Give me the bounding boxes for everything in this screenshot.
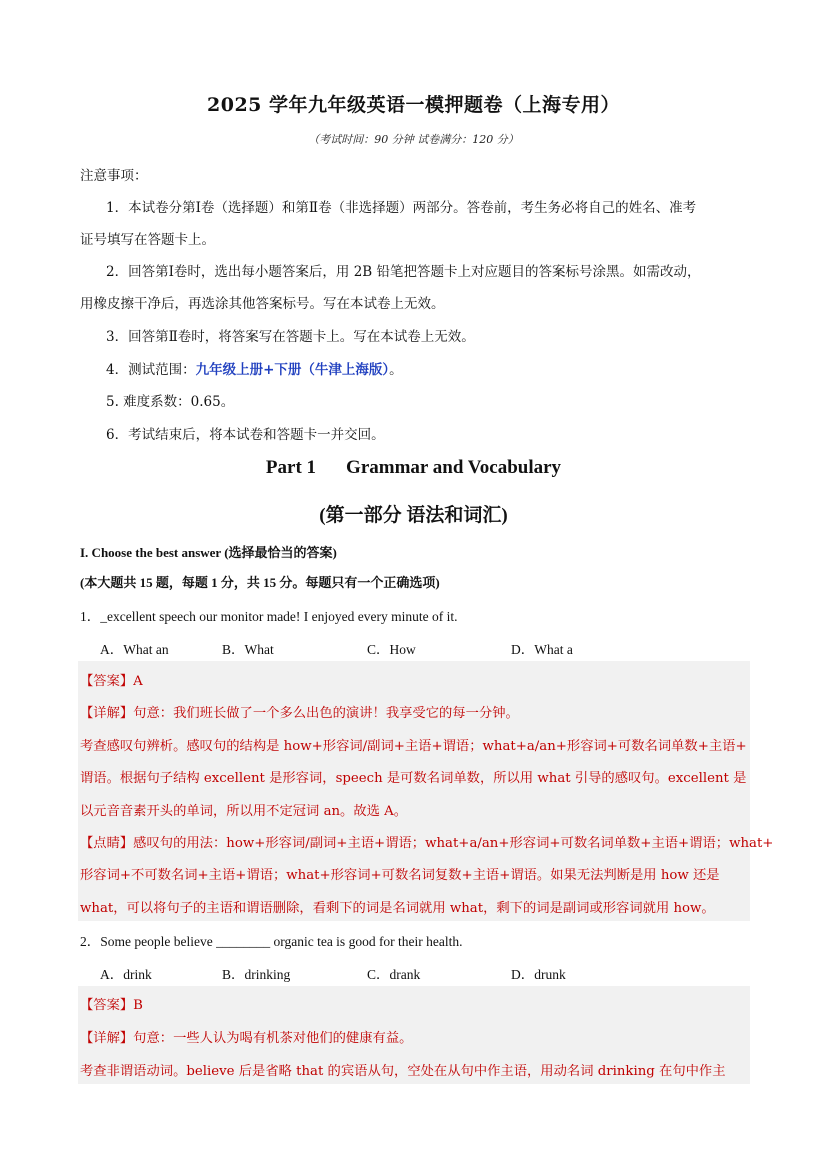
q1-option-b: B．What [222, 642, 274, 657]
section-heading: I. Choose the best answer (选择最恰当的答案) [80, 545, 337, 560]
q2-option-d: D．drunk [511, 967, 566, 982]
q1-explanation-line-2: 谓语。根据句子结构 excellent 是形容词，speech 是可数名词单数，所以用 what 引导的感叹句。excellent 是 [80, 771, 747, 786]
part-name: Grammar and Vocabulary [346, 457, 562, 478]
q2-option-c: C．drank [367, 967, 421, 982]
section-instruction: (本大题共 15 题，每题 1 分，共 15 分。每题只有一个正确选项) [80, 575, 440, 590]
note-3: 3．回答第Ⅱ卷时，将答案写在答题卡上。写在本试卷上无效。 [106, 329, 475, 345]
note-1-line-2: 证号填写在答题卡上。 [80, 232, 215, 248]
q1-explanation-line-3: 以元音音素开头的单词，所以用不定冠词 an。故选 A。 [80, 804, 408, 819]
q2-option-b: B．drinking [222, 967, 291, 982]
question-1-stem: 1．_excellent speech our monitor made! I enjoyed every minute of it. [80, 609, 458, 624]
q1-tip-line-3: what，可以将句子的主语和谓语删除，看剩下的词是名词就用 what，剩下的词是副词或形容词就用 how。 [80, 901, 715, 916]
note-1-line-1: 1．本试卷分第Ⅰ卷（选择题）和第Ⅱ卷（非选择题）两部分。答卷前，考生务必将自己的姓名、准考 [106, 200, 697, 216]
exam-subtitle: （考试时间：90 分钟 试卷满分：120 分） [308, 133, 519, 146]
q1-answer: 【答案】A [80, 674, 143, 689]
q1-option-c: C．How [367, 642, 416, 657]
note-2-line-2: 用橡皮擦干净后，再选涂其他答案标号。写在本试卷上无效。 [80, 296, 445, 312]
q1-option-d: D．What a [511, 642, 573, 657]
q1-option-a: A．What an [100, 642, 169, 657]
part-number: Part 1 [265, 457, 317, 478]
q1-detail: 【详解】句意：我们班长做了一个多么出色的演讲！我享受它的每一分钟。 [80, 706, 519, 721]
q2-explanation-line-1: 考查非谓语动词。believe 后是省略 that 的宾语从句，空处在从句中作主语，用动名词 drinking 在句中作主 [80, 1064, 726, 1079]
q1-explanation-line-1: 考查感叹句辨析。感叹句的结构是 how+形容词/副词+主语+谓语；what+a/an+形容词+可数名词单数+主语+ [80, 739, 747, 754]
note-4-suffix: 。 [389, 362, 403, 378]
q2-detail: 【详解】句意：一些人认为喝有机茶对他们的健康有益。 [80, 1031, 413, 1046]
q2-answer: 【答案】B [80, 998, 143, 1013]
q1-tip-line-2: 形容词+不可数名词+主语+谓语；what+形容词+可数名词复数+主语+谓语。如果无法判断是用 how 还是 [80, 868, 720, 883]
note-2-line-1: 2．回答第Ⅰ卷时，选出每小题答案后，用 2B 铅笔把答题卡上对应题目的答案标号涂黑。如需改动， [106, 264, 701, 280]
notes-heading: 注意事项： [80, 168, 148, 184]
question-2-stem: 2．Some people believe ________ organic tea is good for their health. [80, 934, 463, 949]
test-scope: 九年级上册+下册（牛津上海版） [195, 362, 390, 378]
q1-tip-line-1: 【点睛】感叹句的用法：how+形容词/副词+主语+谓语；what+a/an+形容词+可数名词单数+主语+谓语；what+ [80, 836, 774, 851]
note-4-prefix: 4．测试范围： [106, 362, 196, 378]
exam-title: 2025 学年九年级英语一模押题卷（上海专用） [207, 94, 620, 116]
note-6: 6．考试结束后，将本试卷和答题卡一并交回。 [106, 427, 385, 443]
q2-option-a: A．drink [100, 967, 152, 982]
note-5: 5. 难度系数：0.65。 [106, 394, 235, 410]
part-title-chinese: (第一部分 语法和词汇) [319, 505, 508, 526]
part-title [0, 457, 827, 479]
note-4 [106, 358, 403, 378]
